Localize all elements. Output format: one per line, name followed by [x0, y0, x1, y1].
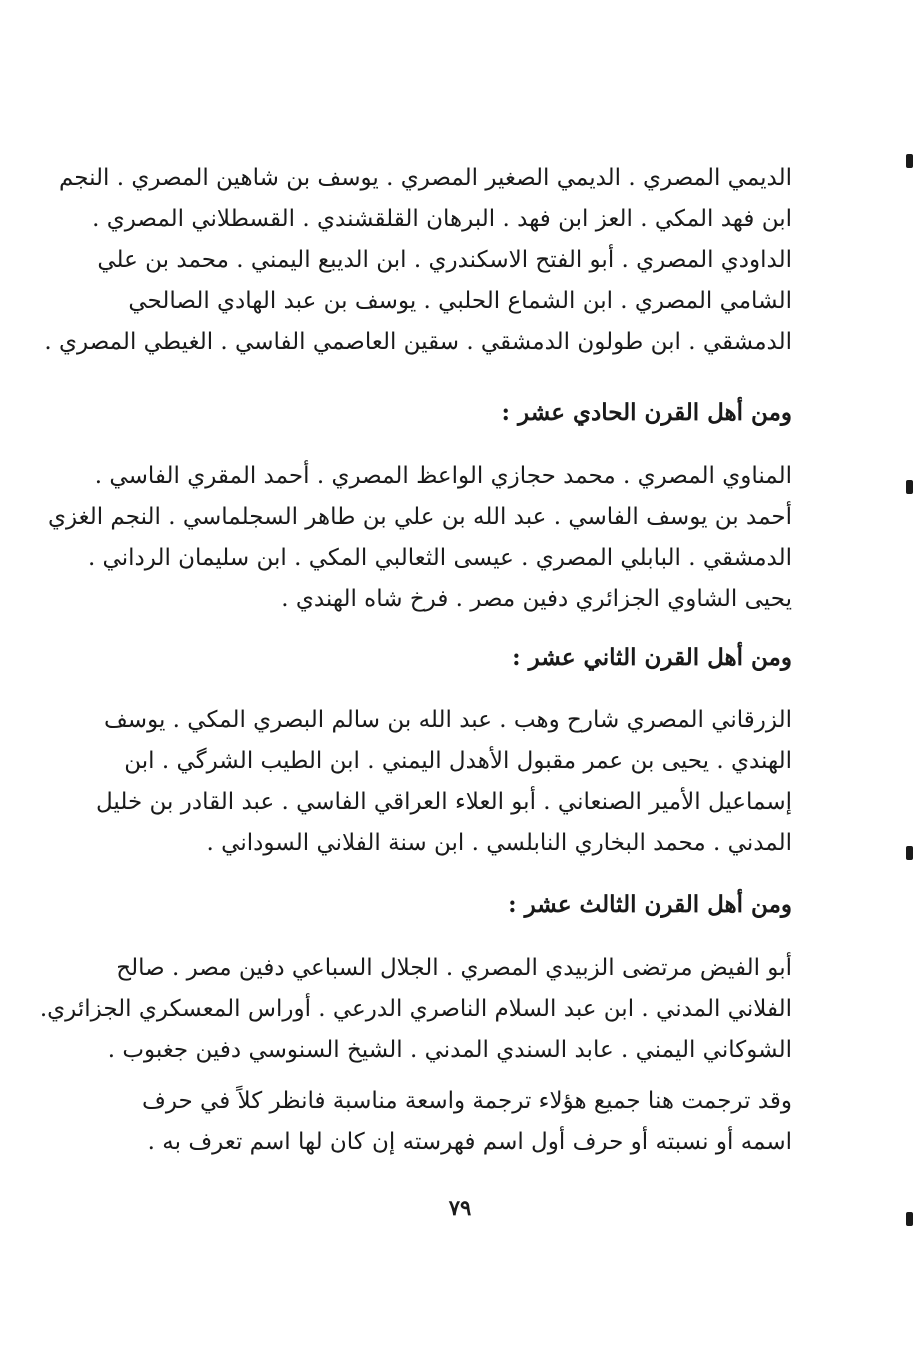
section-paragraph-13th-century [39, 948, 792, 1071]
scan-edge-mark [906, 846, 913, 860]
paragraph-line: المدني . محمد البخاري النابلسي . ابن سنة الفلاني السوداني . [206, 830, 792, 856]
paragraph-line: يحيى الشاوي الجزائري دفين مصر . فرخ شاه الهندي . [281, 586, 792, 612]
paragraph-line: المناوي المصري . محمد حجازي الواعظ المصري . أحمد المقري الفاسي . [94, 463, 792, 489]
section-heading-11th-century: ومن أهل القرن الحادي عشر : [501, 399, 792, 426]
paragraph-line: الزرقاني المصري شارح وهب . عبد الله بن سالم البصري المكي . يوسف [103, 707, 792, 733]
paragraph-line: أحمد بن يوسف الفاسي . عبد الله بن علي بن طاهر السجلماسي . النجم الغزي [47, 504, 792, 530]
scan-edge-mark [906, 480, 913, 494]
section-paragraph-12th-century [96, 700, 792, 864]
paragraph-line: الدمشقي . البابلي المصري . عيسى الثعالبي المكي . ابن سليمان الرداني . [87, 545, 792, 571]
scan-edge-mark [906, 1212, 913, 1226]
paragraph-line: الشوكاني اليمني . عابد السندي المدني . الشيخ السنوسي دفين جغبوب . [107, 1037, 792, 1063]
scan-edge-mark [906, 154, 913, 168]
paragraph-line: الداودي المصري . أبو الفتح الاسكندري . ابن الديبع اليمني . محمد بن علي [97, 247, 792, 273]
paragraph-line: ابن فهد المكي . العز ابن فهد . البرهان القلقشندي . القسطلاني المصري . [92, 206, 792, 232]
paragraph-line: الشامي المصري . ابن الشماع الحلبي . يوسف بن عبد الهادي الصالحي [128, 288, 792, 314]
section-heading-12th-century: ومن أهل القرن الثاني عشر : [512, 644, 792, 671]
paragraph-line: أبو الفيض مرتضى الزبيدي المصري . الجلال السباعي دفين مصر . صالح [116, 955, 792, 981]
paragraph-line: الفلاني المدني . ابن عبد السلام الناصري الدرعي . أوراس المعسكري الجزائري. [39, 996, 792, 1022]
paragraph-line: وقد ترجمت هنا جميع هؤلاء ترجمة واسعة مناسبة فانظر كلاً في حرف [142, 1088, 792, 1114]
intro-paragraph [44, 158, 792, 363]
paragraph-line: الدمشقي . ابن طولون الدمشقي . سقين العاصمي الفاسي . الغيطي المصري . [44, 329, 792, 355]
closing-paragraph [128, 1081, 792, 1163]
paragraph-line: إسماعيل الأمير الصنعاني . أبو العلاء العراقي الفاسي . عبد القادر بن خليل [96, 789, 792, 815]
page-number: ٧٩ [448, 1195, 472, 1220]
paragraph-line: اسمه أو نسبته أو حرف أول اسم فهرسته إن كان لها اسم تعرف به . [147, 1129, 792, 1155]
section-heading-13th-century: ومن أهل القرن الثالث عشر : [508, 891, 792, 918]
paragraph-line: الديمي المصري . الديمي الصغير المصري . يوسف بن شاهين المصري . النجم [58, 165, 792, 191]
section-paragraph-11th-century [47, 456, 792, 620]
paragraph-line: الهندي . يحيى بن عمر مقبول الأهدل اليمني . ابن الطيب الشرگي . ابن [124, 748, 792, 774]
